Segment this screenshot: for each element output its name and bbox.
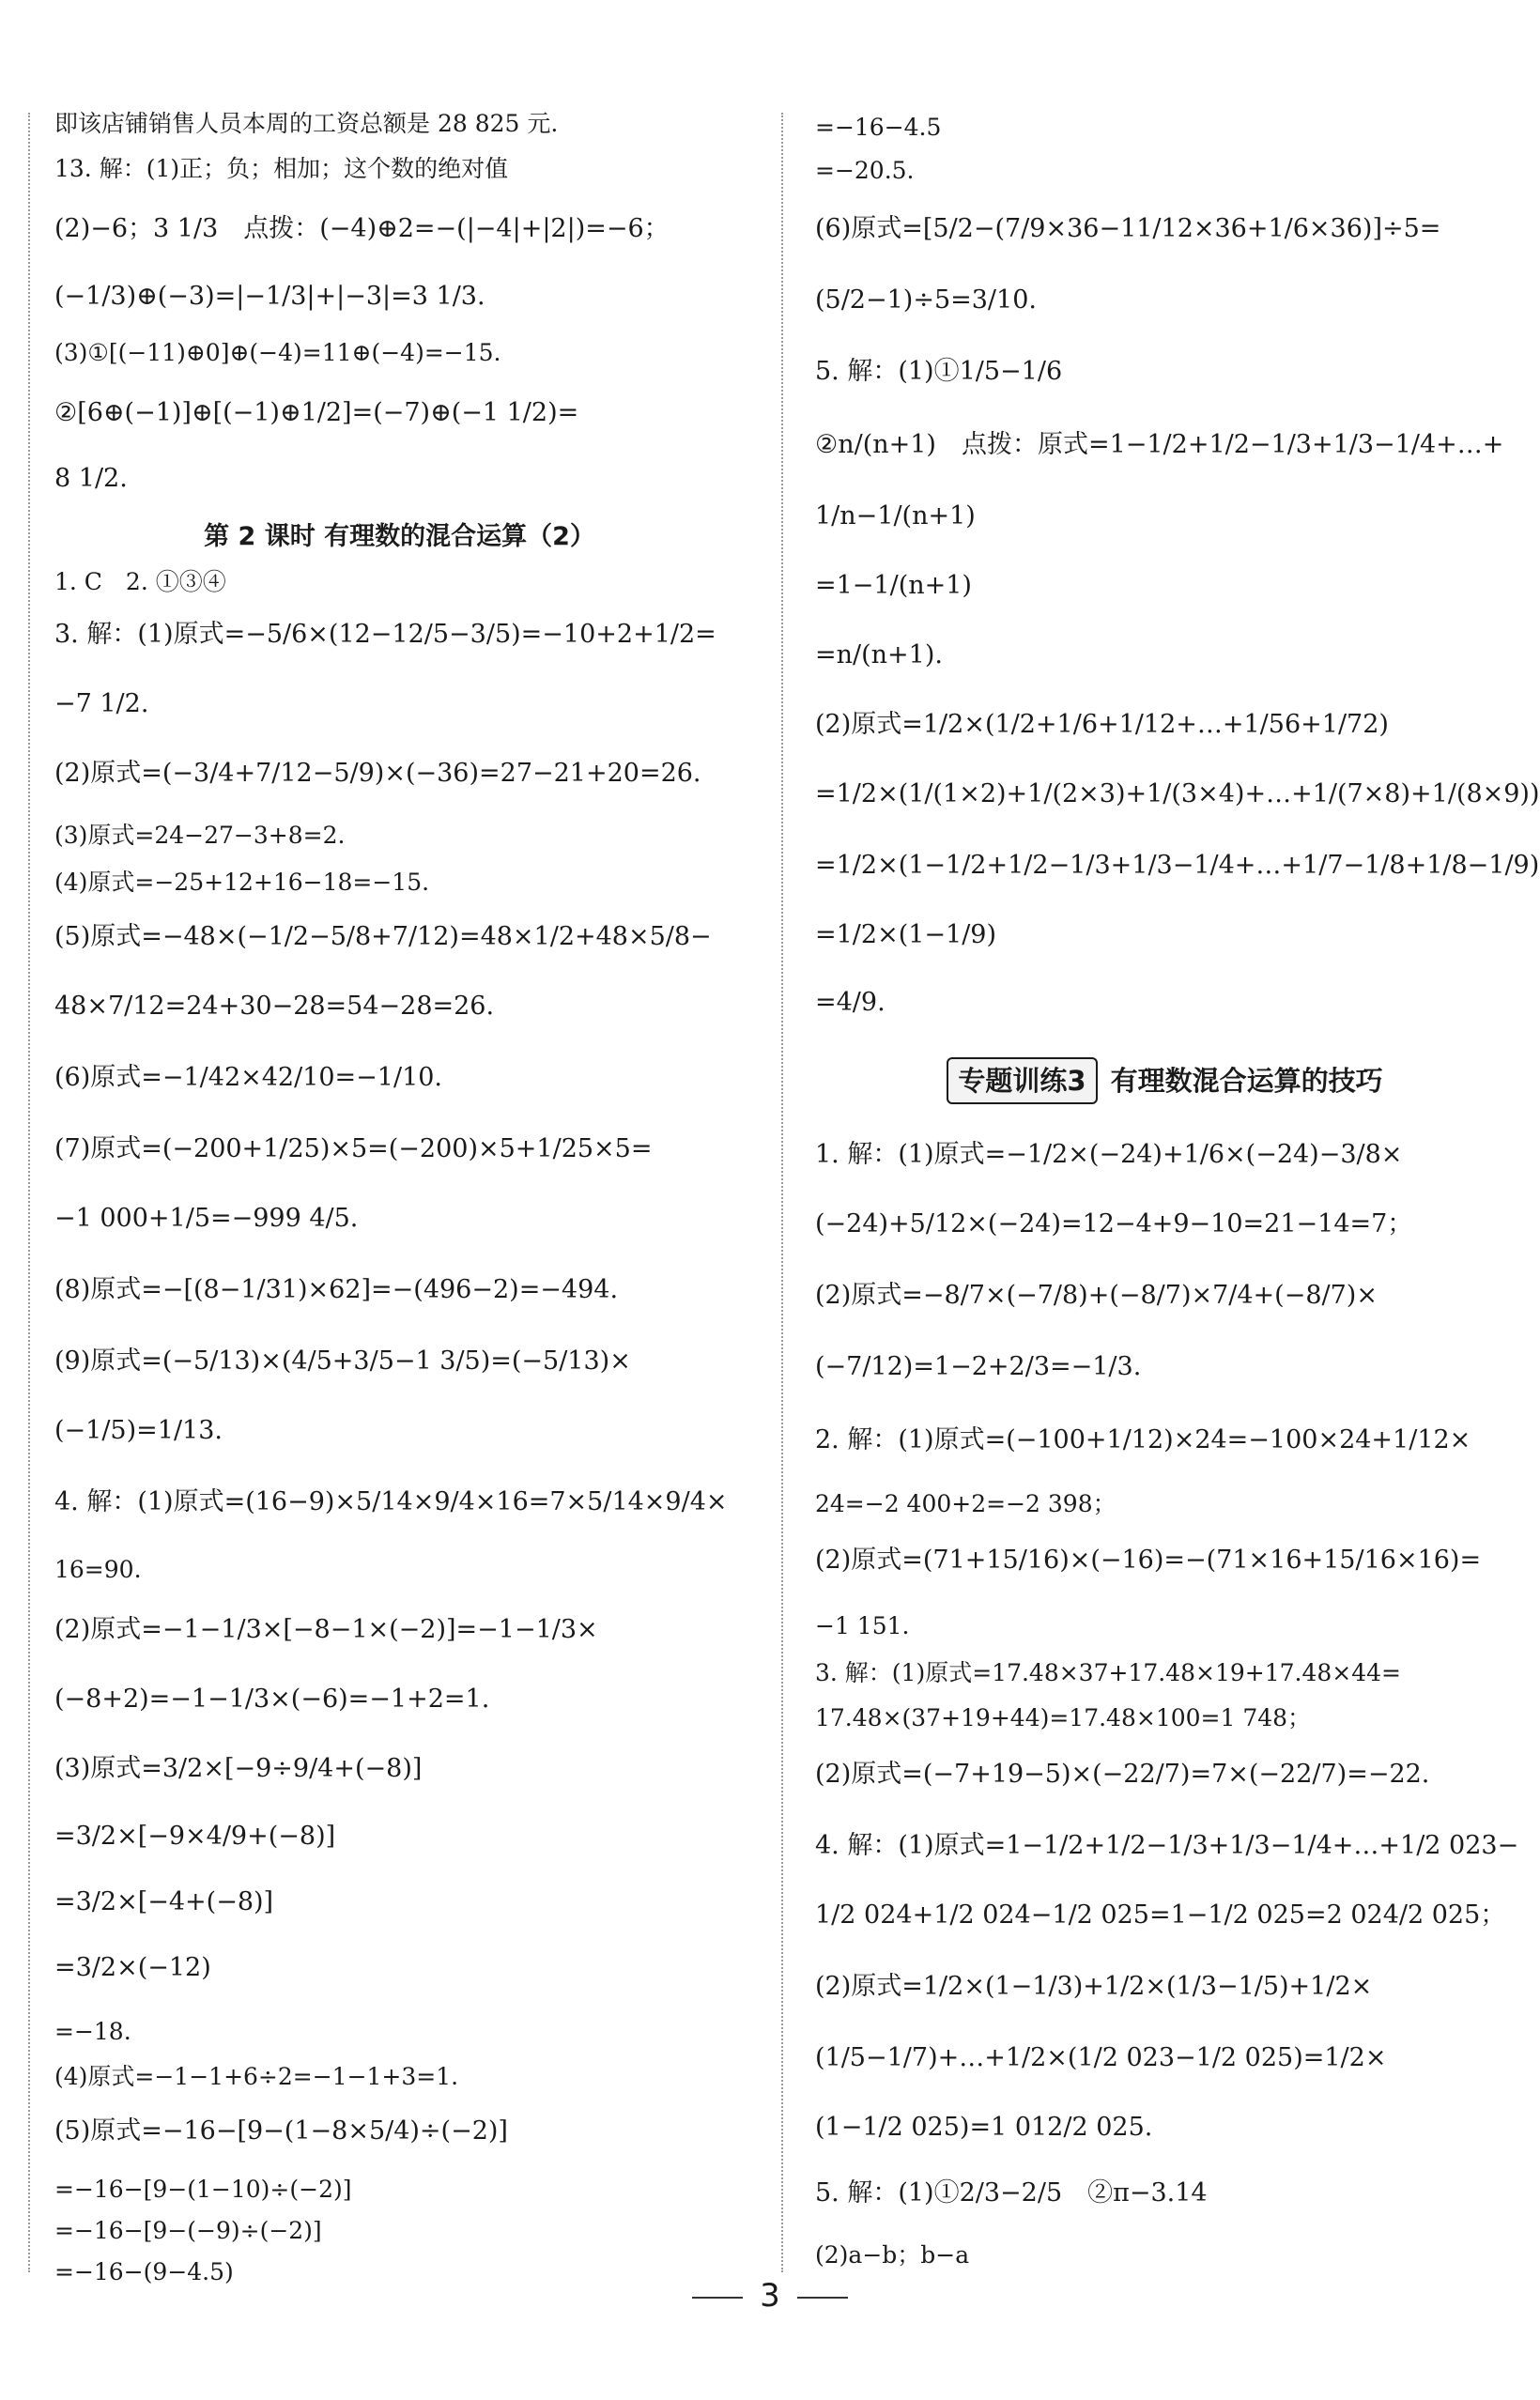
- problem-5-line: 5. 解：(1)①1/5−1/6: [815, 357, 1063, 386]
- text-line: =−16−4.5: [815, 114, 942, 141]
- text-line: 17.48×(37+19+44)=17.48×100=1 748；: [815, 1704, 1312, 1731]
- text-line: (2)原式=1/2×(1/2+1/6+1/12+…+1/56+1/72): [815, 710, 1389, 739]
- text-line: (5/2−1)÷5=3/10.: [815, 285, 1037, 315]
- problem-4-line: 4. 解：(1)原式=(16−9)×5/14×9/4×16=7×5/14×9/4×: [54, 1487, 728, 1516]
- text-line: (2)a−b；b−a: [815, 2241, 970, 2269]
- text-line: (3)①[(−11)⊕0]⊕(−4)=11⊕(−4)=−15.: [54, 339, 501, 366]
- topic-title: 有理数混合运算的技巧: [1110, 1065, 1383, 1097]
- text-line: =3/2×[−4+(−8)]: [54, 1887, 274, 1916]
- text-line: 16=90.: [54, 1556, 142, 1583]
- column-divider: [781, 113, 783, 2272]
- text-line: (4)原式=−25+12+16−18=−15.: [54, 869, 430, 896]
- text-line: (6)原式=−1/42×42/10=−1/10.: [54, 1063, 443, 1092]
- text-line: (2)原式=(−3/4+7/12−5/9)×(−36)=27−21+20=26.: [54, 759, 701, 788]
- problem-1-line: 1. 解：(1)原式=−1/2×(−24)+1/6×(−24)−3/8×: [815, 1140, 1403, 1169]
- text-line: (4)原式=−1−1+6÷2=−1−1+3=1.: [54, 2063, 459, 2090]
- text-line: −1 151.: [815, 1612, 910, 1639]
- text-line: =3/2×(−12): [54, 1953, 211, 1982]
- topic-heading: [815, 1057, 1515, 1104]
- problem-4-right-line: 4. 解：(1)原式=1−1/2+1/2−1/3+1/3−1/4+…+1/2 023−: [815, 1831, 1519, 1860]
- problem-3-line: 3. 解：(1)原式=17.48×37+17.48×19+17.48×44=: [815, 1659, 1401, 1686]
- text-line: (−7/12)=1−2+2/3=−1/3.: [815, 1352, 1142, 1381]
- text-line: 1/2 024+1/2 024−1/2 025=1−1/2 025=2 024/2 025；: [815, 1900, 1506, 1930]
- text-line: (2)原式=−1−1/3×[−8−1×(−2)]=−1−1/3×: [54, 1615, 598, 1644]
- text-line: ②[6⊕(−1)]⊕[(−1)⊕1/2]=(−7)⊕(−1 1/2)=: [54, 398, 579, 427]
- text-line: =−18.: [54, 2018, 131, 2045]
- text-line: 即该店铺销售人员本周的工资总额是 28 825 元.: [54, 110, 559, 137]
- text-line: (5)原式=−48×(−1/2−5/8+7/12)=48×1/2+48×5/8−: [54, 922, 712, 951]
- text-line: =4/9.: [815, 988, 886, 1017]
- text-line: =n/(n+1).: [815, 640, 943, 669]
- section-title: 第 2 课时 有理数的混合运算（2）: [204, 522, 595, 551]
- text-line: (7)原式=(−200+1/25)×5=(−200)×5+1/25×5=: [54, 1134, 653, 1163]
- problem-2-line: 2. 解：(1)原式=(−100+1/12)×24=−100×24+1/12×: [815, 1425, 1471, 1454]
- page-number-text: 3: [760, 2277, 780, 2315]
- text-line: (−8+2)=−1−1/3×(−6)=−1+2=1.: [54, 1685, 490, 1714]
- text-line: (−1/3)⊕(−3)=|−1/3|+|−3|=3 1/3.: [54, 282, 485, 311]
- text-line: −1 000+1/5=−999 4/5.: [54, 1204, 359, 1233]
- text-line: =1/2×(1−1/9): [815, 920, 997, 949]
- text-line: =−16−(9−4.5): [54, 2258, 234, 2285]
- text-line: 1/n−1/(n+1): [815, 501, 976, 531]
- text-line: (2)原式=1/2×(1−1/3)+1/2×(1/3−1/5)+1/2×: [815, 1972, 1373, 2001]
- text-line: =−20.5.: [815, 157, 915, 184]
- text-line: 3. 解：(1)原式=−5/6×(12−12/5−3/5)=−10+2+1/2=: [54, 620, 716, 649]
- page-number-dash-left: [692, 2297, 743, 2299]
- text-line: (1−1/2 025)=1 012/2 025.: [815, 2113, 1153, 2142]
- text-line: (3)原式=3/2×[−9÷9/4+(−8)]: [54, 1754, 423, 1783]
- text-line: (1/5−1/7)+…+1/2×(1/2 023−1/2 025)=1/2×: [815, 2043, 1387, 2072]
- text-line: =3/2×[−9×4/9+(−8)]: [54, 1822, 336, 1851]
- text-line: −7 1/2.: [54, 689, 149, 718]
- text-line: (−1/5)=1/13.: [54, 1416, 223, 1445]
- problem-5-right-line: 5. 解：(1)①2/3−2/5 ②π−3.14: [815, 2178, 1208, 2208]
- text-line: 48×7/12=24+30−28=54−28=26.: [54, 992, 495, 1021]
- text-line: (2)原式=(71+15/16)×(−16)=−(71×16+15/16×16)=: [815, 1546, 1482, 1575]
- text-line: (5)原式=−16−[9−(1−8×5/4)÷(−2)]: [54, 2116, 508, 2146]
- left-margin-rule: [28, 113, 30, 2272]
- text-line: =−16−[9−(1−10)÷(−2)]: [54, 2176, 352, 2203]
- text-line: (6)原式=[5/2−(7/9×36−11/12×36+1/6×36)]÷5=: [815, 214, 1441, 243]
- text-line: 8 1/2.: [54, 464, 128, 493]
- topic-tag: 专题训练3: [947, 1057, 1097, 1104]
- text-line: (3)原式=24−27−3+8=2.: [54, 822, 346, 849]
- text-line: =1−1/(n+1): [815, 571, 972, 600]
- text-line: (2)−6；3 1/3 点拨：(−4)⊕2=−(|−4|+|2|)=−6；: [54, 214, 670, 243]
- text-line: (−24)+5/12×(−24)=12−4+9−10=21−14=7；: [815, 1209, 1413, 1238]
- text-line: (8)原式=−[(8−1/31)×62]=−(496−2)=−494.: [54, 1275, 619, 1304]
- text-line: =−16−[9−(−9)÷(−2)]: [54, 2217, 322, 2244]
- text-line: 1. C 2. ①③④: [54, 568, 226, 595]
- page-number: [0, 2277, 1540, 2315]
- problem-13-line: 13. 解：(1)正；负；相加；这个数的绝对值: [54, 155, 509, 182]
- page-number-dash-right: [797, 2297, 848, 2299]
- text-line: ②n/(n+1) 点拨：原式=1−1/2+1/2−1/3+1/3−1/4+…+: [815, 430, 1504, 459]
- text-line: =1/2×(1/(1×2)+1/(2×3)+1/(3×4)+…+1/(7×8)+1/(8×9)): [815, 779, 1540, 808]
- text-line: (9)原式=(−5/13)×(4/5+3/5−1 3/5)=(−5/13)×: [54, 1346, 631, 1376]
- text-line: (2)原式=−8/7×(−7/8)+(−8/7)×7/4+(−8/7)×: [815, 1281, 1378, 1310]
- text-line: 24=−2 400+2=−2 398；: [815, 1490, 1116, 1517]
- text-line: =1/2×(1−1/2+1/2−1/3+1/3−1/4+…+1/7−1/8+1/8−1/9): [815, 851, 1540, 880]
- text-line: (2)原式=(−7+19−5)×(−22/7)=7×(−22/7)=−22.: [815, 1760, 1430, 1789]
